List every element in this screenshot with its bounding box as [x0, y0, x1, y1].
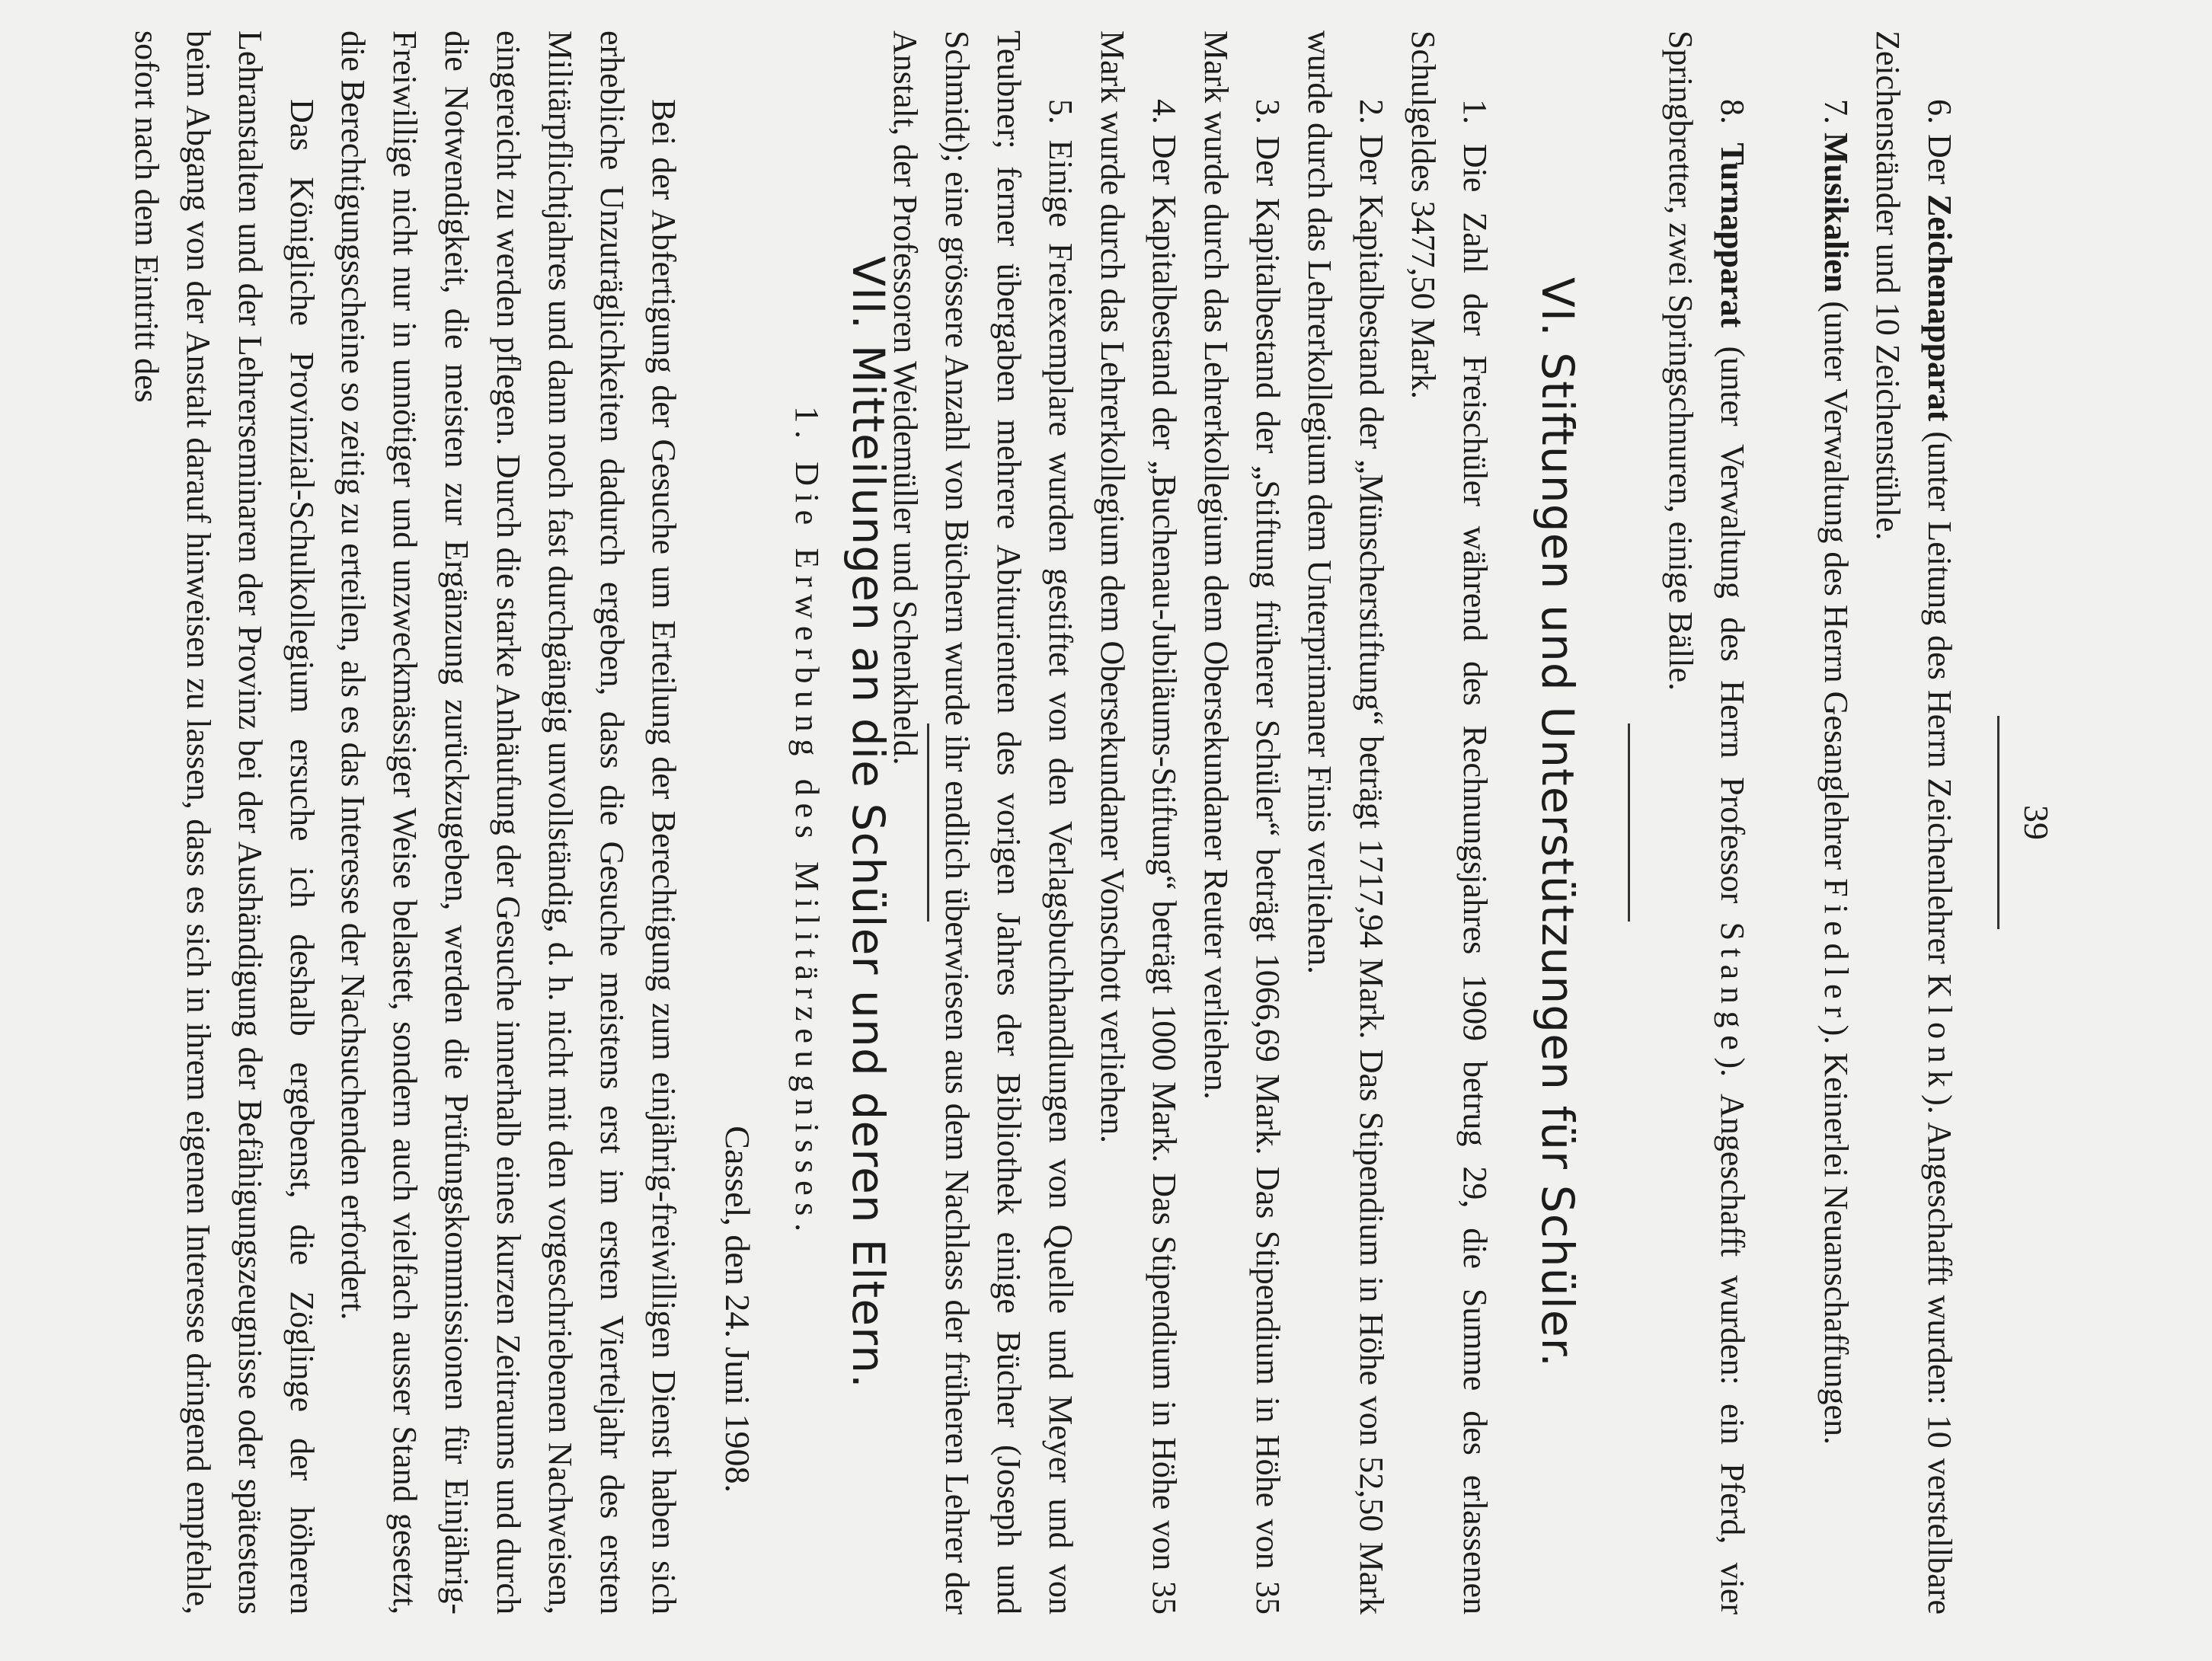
item-text: (unter Verwaltung des Herrn Gesanglehrer [1817, 301, 1855, 870]
subsection-heading: 1. Die Erwerbung des Militärzeugnisses. [788, 406, 826, 1239]
body-paragraph: Das Königliche Provinzial-Schulkollegium ersuche ich deshalb ergebenst, die Zöglinge der höheren Lehranstalten und der Lehrerseminaren der Provinz bei der Aushändigung der Befähigungszeugnisse oder spätestens beim Abgang von der Anstalt darauf hinweisen zu lassen, dass es sich in ihrem eigenen Interesse dringend empfehle, sofort nach dem Eintritt des [128, 30, 321, 1615]
list-item [1862, 30, 1965, 1615]
list-item [1810, 30, 1862, 1615]
header-rule [1997, 716, 1999, 929]
item-title: Musikalien [1817, 133, 1855, 293]
item-title: Zeichenapparat [1921, 194, 1958, 422]
item-number: 7. [1817, 99, 1855, 124]
page-number: 39 [2017, 805, 2056, 840]
person-name: Fiedler [1817, 878, 1855, 1025]
item-text: (unter Verwaltung des Herrn Professor [1714, 346, 1751, 904]
item-title: Turnapparat [1714, 142, 1751, 328]
item-text: (unter Leitung des Herrn Zeichenlehrer [1921, 431, 1958, 964]
list-item [1654, 30, 1758, 1615]
section-divider [1628, 723, 1630, 922]
item-text: ). Angeschafft wurden: 10 verstellbare Zeichenständer und 10 Zeichenstühle. [1869, 30, 1958, 1615]
person-name: Klonk [1921, 973, 1958, 1095]
item-text: ). Angeschafft wurden: ein Pferd, vier Springbretter, zwei Springschnuren, einige Bälle. [1662, 30, 1751, 1615]
item-prefix: Der [1921, 134, 1958, 184]
list-item: 3. Der Kapitalbestand der „Stiftung früherer Schüler“ beträgt 1066,69 Mark. Das Stipendium in Höhe von 35 Mark wurde durch das Lehrerkollegium dem Obersekundaner Reuter verliehen. [1197, 30, 1287, 1615]
item-number: 6. [1921, 99, 1958, 124]
item-text: ). Keinerlei Neuanschaffungen. [1817, 1024, 1855, 1445]
person-name: Stange [1714, 922, 1751, 1058]
page-content [128, 30, 2057, 1615]
list-item: 5. Einige Freiexemplare wurden gestiftet von den Verlagsbuchhandlungen von Quelle und Meyer und von Teubner; ferner übergaben mehrere Abiturienten des vorigen Jahres der Bibliothek einige Bücher (Joseph und Schmidt); eine grössere Anzahl von Büchern wurde ihr endlich überwiesen aus dem Nachlass der früheren Lehrer der Anstalt, der Professoren Weidemüller und Schenkheld. [887, 30, 1079, 1615]
item-number: 8. [1714, 99, 1751, 124]
dateline: Cassel, den 24. Juni 1908. [718, 1126, 757, 1493]
section-heading: VII. Mitteilungen an die Schüler und deren Eltern. [842, 256, 894, 1389]
list-item: 4. Der Kapitalbestand der „Buchenau-Jubiläums-Stiftung“ beträgt 1000 Mark. Das Stipendium in Höhe von 35 Mark wurde durch das Lehrerkollegium dem Obersekundaner Vonschott verliehen. [1094, 30, 1183, 1615]
section-heading: VI. Stiftungen und Unterstützungen für Schüler. [1532, 276, 1584, 1369]
body-paragraph: Bei der Abfertigung der Gesuche um Erteilung der Berechtigung zum einjährig-freiwilligen Dienst haben sich erhebliche Unzuträglichkeiten dadurch ergeben, dass die Gesuche meistens erst im ersten Vierteljahr des ersten Militärpflichtjahres und dann noch fast durchgängig unvollständig, d. h. nicht mit den vorgeschriebenen Nachweisen, eingereicht zu werden pflegen. Durch die starke Anhäufung der Gesuche innerhalb eines kurzen Zeitraums und durch die Notwendigkeit, die meisten zur Ergänzung zurückzugeben, werden die Prüfungskommissionen für Einjährig-Freiwillige nicht nur in unnötiger und unzweckmässiger Weise belastet, sondern auch vielfach ausser Stand gesetzt, die Berechtigungsscheine so zeitig zu erteilen, als es das Interesse der Nachsuchenden erfordert. [334, 30, 682, 1615]
section-divider [927, 723, 929, 922]
list-item: 1. Die Zahl der Freischüler während des Rechnungsjahres 1909 betrug 29, die Summe des erlassenen Schulgeldes 3477,50 Mark. [1405, 30, 1494, 1615]
list-item: 2. Der Kapitalbestand der „Münscherstiftung“ beträgt 1717,94 Mark. Das Stipendium in Höhe von 52,50 Mark wurde durch das Lehrerkollegium dem Unterprimaner Finis verliehen. [1301, 30, 1390, 1615]
